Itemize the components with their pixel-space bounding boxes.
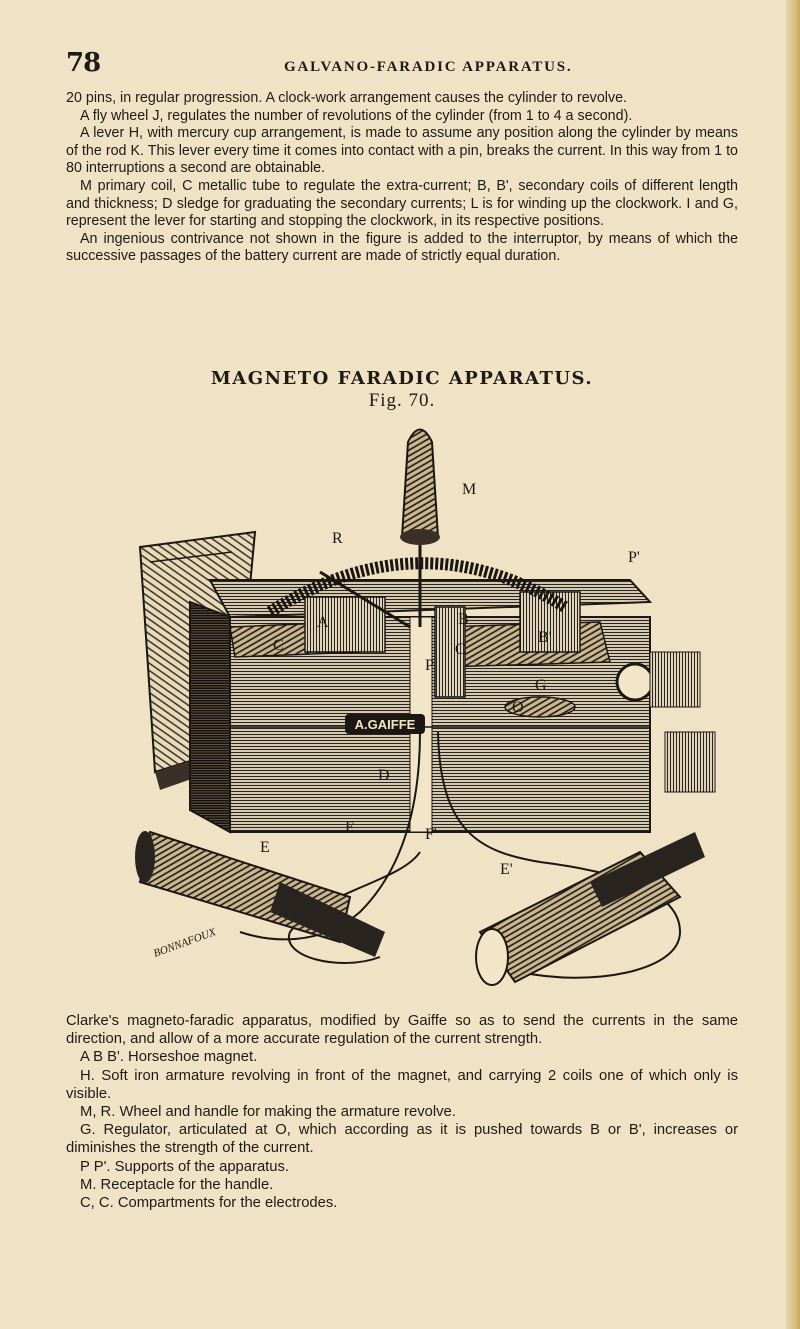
caption-item: C, C. Compartments for the electrodes. [80, 1195, 338, 1212]
letter-a: A [317, 614, 329, 631]
figure-caption [66, 1012, 738, 1212]
letter-b: B [458, 611, 469, 628]
paragraph: M primary coil, C metallic tube to regulate the extra-current; B, B', secondary coils of different length and thickness; D sledge for graduating the secondary currents; L is for winding up the clockwork. I and G, represent the lever for starting and stopping the clockwork, in its respective positions. [66, 177, 738, 230]
magneto-apparatus-illustration [120, 412, 720, 1012]
figure-label: Fig. 70. [368, 390, 436, 411]
paragraph: An ingenious contrivance not shown in the figure is added to the interruptor, by means of which the successive passages of the battery current are made of strictly equal duration. [66, 230, 738, 265]
letter-p-prime: P' [628, 549, 640, 566]
letter-e-prime: E' [500, 861, 513, 878]
running-head: GALVANO-FARADIC APPARATUS. [284, 59, 573, 75]
caption-item: A B B'. Horseshoe magnet. [80, 1049, 258, 1066]
letter-f: F [345, 819, 354, 836]
caption-item: M, R. Wheel and handle for making the armature revolve. [80, 1104, 456, 1121]
letter-b-prime: B' [538, 629, 552, 646]
letter-c-left: C [273, 637, 284, 654]
letter-d: D [378, 767, 390, 784]
crank-handle [400, 430, 440, 546]
body-text [66, 90, 738, 266]
paragraph: A lever H, with mercury cup arrangement, is made to assume any position along the cylinder by means of the rod K. This lever every time it comes into contact with a pin, breaks the current. In this way from 1 to 80 interruptions a second are obtainable. [66, 125, 738, 177]
figure-title: MAGNETO FARADIC APPARATUS. [210, 368, 594, 389]
letter-m: M [462, 481, 477, 498]
caption-item: G. Regulator, articulated at O, which according as it is pushed towards B or B', increases or diminishes the strength of the current. [66, 1122, 738, 1157]
letter-f-prime: F' [425, 826, 437, 843]
caption-item: P P'. Supports of the apparatus. [80, 1158, 290, 1175]
letter-p: P [425, 657, 434, 674]
caption-item: M. Receptacle for the handle. [80, 1176, 274, 1193]
letter-o: O [512, 699, 524, 716]
letter-e-left: E [260, 839, 270, 856]
caption-item: H. Soft iron armature revolving in front of the magnet, and carrying 2 coils one of which only is visible. [66, 1067, 738, 1102]
letter-c-right: C [455, 641, 466, 658]
page-number: 78 [66, 48, 101, 78]
maker-plate-text: A.GAIFFE [354, 717, 416, 732]
paragraph: 20 pins, in regular progression. A clock-work arrangement causes the cylinder to revolve. [66, 90, 628, 106]
engraver-signature: BONNAFOUX [151, 926, 218, 960]
letter-r: R [332, 530, 343, 547]
caption-paragraph: Clarke's magneto-faradic apparatus, modified by Gaiffe so as to send the currents in the same direction, and allow of a more accurate regulation of the current strength. [66, 1013, 738, 1048]
page-edge [786, 0, 800, 1329]
paragraph: A fly wheel J, regulates the number of revolutions of the cylinder (from 1 to 4 a second). [80, 107, 633, 124]
page-header [66, 48, 746, 88]
letter-g: G [535, 677, 547, 694]
maker-plate [345, 714, 425, 734]
